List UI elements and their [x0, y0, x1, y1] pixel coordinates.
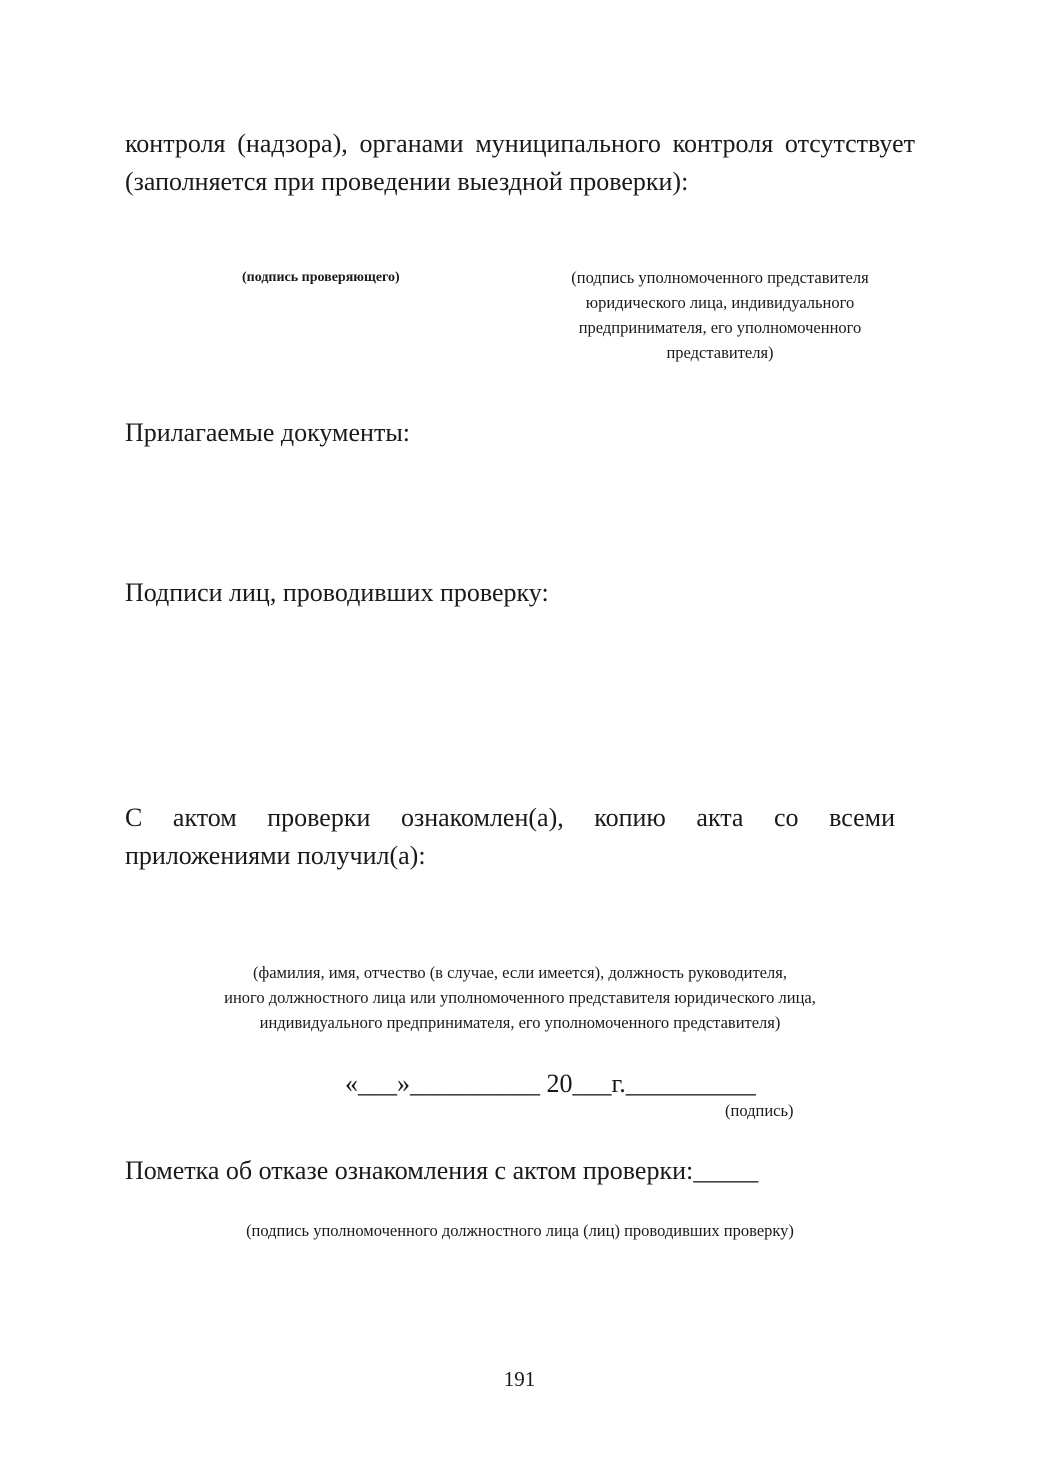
inspectors-signatures-heading-text: Подписи лиц, проводивших проверку: — [125, 578, 549, 607]
page-number — [0, 1365, 1039, 1393]
date-line-text: «___»__________ 20___г.__________ — [345, 1069, 756, 1098]
refusal-note-text: Пометка об отказе ознакомления с актом проверки:_____ — [125, 1156, 759, 1185]
attached-documents-heading — [125, 414, 410, 452]
caption-line: представителя) — [666, 343, 774, 362]
attached-documents-heading-text: Прилагаемые документы: — [125, 418, 411, 447]
paragraph-continuation — [125, 125, 915, 201]
inspector-signature-caption-text: (подпись проверяющего) — [242, 270, 400, 285]
acquainted-paragraph-text: С актом проверки ознакомлен(а), копию акта со всеми приложениями получил(а): — [125, 803, 895, 870]
full-name-caption — [120, 960, 920, 1035]
refusal-note — [125, 1152, 758, 1190]
caption-line: (подпись уполномоченного представителя — [571, 268, 869, 287]
signature-caption-text: (подпись) — [725, 1101, 794, 1120]
official-signature-caption-text: (подпись уполномоченного должностного лица (лиц) проводивших проверку) — [246, 1221, 794, 1240]
inspectors-signatures-heading — [125, 574, 549, 612]
official-signature-caption — [120, 1218, 920, 1243]
acquainted-paragraph — [125, 799, 895, 875]
inspector-signature-caption — [242, 265, 400, 290]
page-number-text: 191 — [503, 1367, 536, 1391]
date-signature-line — [345, 1068, 756, 1100]
caption-line: иного должностного лица или уполномоченного представителя юридического лица, — [224, 988, 816, 1007]
caption-line: юридического лица, индивидуального — [585, 293, 855, 312]
caption-line: индивидуального предпринимателя, его уполномоченного представителя) — [259, 1013, 781, 1032]
paragraph-continuation-text: контроля (надзора), органами муниципального контроля отсутствует (заполняется при проведении выездной проверки): — [125, 129, 915, 196]
representative-signature-caption — [520, 265, 920, 365]
caption-line: предпринимателя, его уполномоченного — [578, 318, 862, 337]
caption-line: (фамилия, имя, отчество (в случае, если имеется), должность руководителя, — [253, 963, 787, 982]
signature-caption — [725, 1098, 794, 1123]
